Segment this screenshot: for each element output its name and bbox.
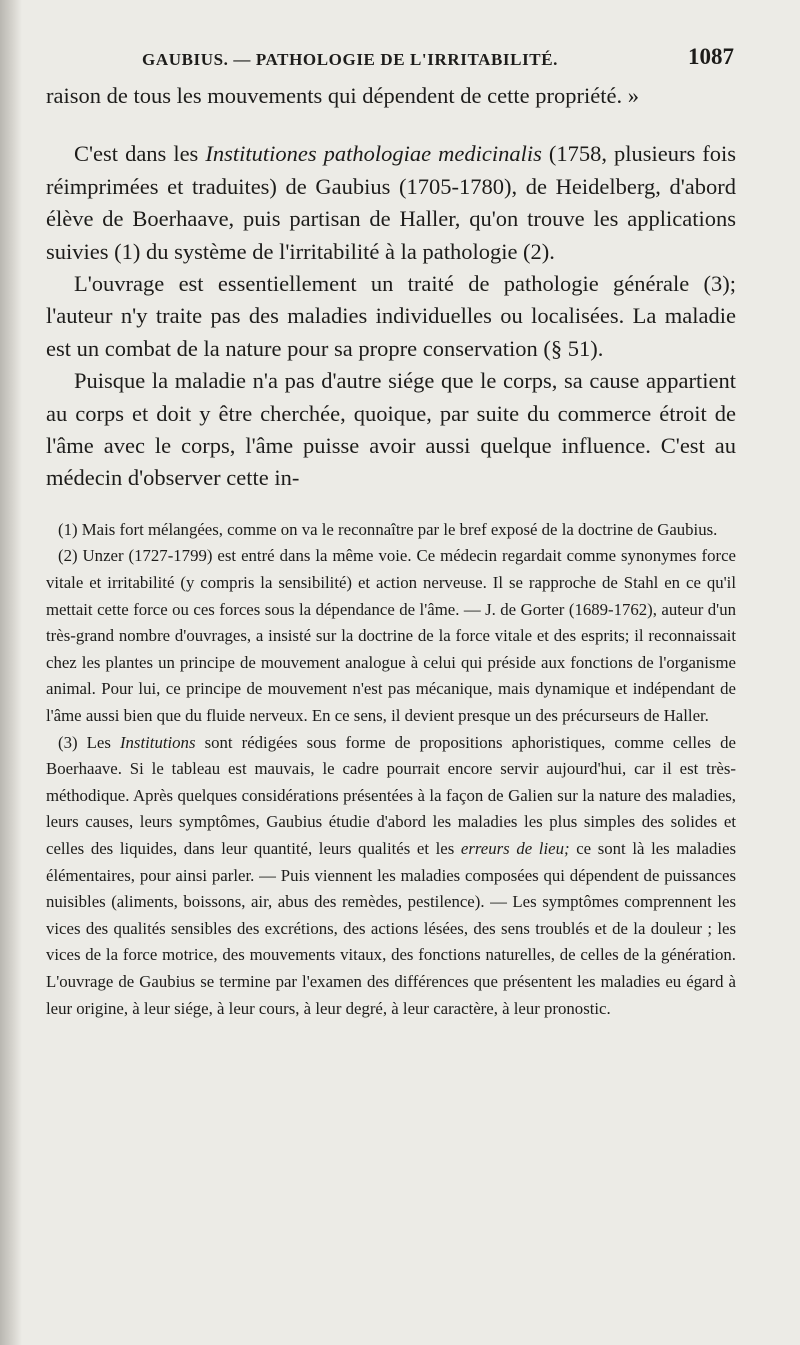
footnotes bbox=[46, 517, 736, 1022]
paragraph-3: L'ouvrage est essentiellement un traité de pathologie générale (3); l'auteur n'y traite pas des maladies individuelles ou localisées. La maladie est un combat de la nature pour sa propre conservation (§ 51). bbox=[46, 271, 736, 361]
footnote-3 bbox=[46, 730, 736, 1023]
paragraph-2 bbox=[46, 138, 736, 268]
footnote-2: (2) Unzer (1727-1799) est entré dans la même voie. Ce médecin regardait comme synonymes force vitale et irritabilité (y compris la sensibilité) et action nerveuse. Il se rapproche de Stahl en ce qu'il mettait cette force ou ces forces sous la dépendance de l'âme. — J. de Gorter (1689-1762), auteur d'un très-grand nombre d'ouvrages, a insisté sur la doctrine de la force vitale et des esprits; il reconnaissait chez les plantes un principe de mouvement analogue à celui qui préside aux fonctions de l'organisme animal. Pour lui, ce principe de mouvement n'est pas mécanique, mais dynamique et indépendant de l'âme aussi bien que du fluide nerveux. En ce sens, il devient presque un des précurseurs de Haller. bbox=[46, 546, 736, 726]
footnote-3-italic-phrase: erreurs de lieu; bbox=[460, 839, 570, 858]
paragraph-2-lead: C'est dans les bbox=[74, 141, 206, 167]
book-page bbox=[46, 40, 736, 1022]
paragraph-4: Puisque la maladie n'a pas d'autre siége que le corps, sa cause appartient au corps et doit y être cherchée, quoique, par suite du commerce étroit de l'âme avec le corps, l'âme puisse avoir aussi quelque influence. C'est au médecin d'observer cette in- bbox=[46, 368, 736, 491]
running-head-title: GAUBIUS. — PATHOLOGIE DE L'IRRITABILITÉ. bbox=[142, 50, 559, 69]
footnote-3-italic-title: Institutions bbox=[119, 732, 196, 752]
page-gutter-shadow bbox=[0, 0, 22, 1345]
work-title-italic: Institutiones pathologiae medicinalis bbox=[205, 141, 542, 167]
footnote-1: (1) Mais fort mélangées, comme on va le reconnaître par le bref exposé de la doctrine de Gaubius. bbox=[58, 519, 718, 539]
paragraph-1: raison de tous les mouvements qui dépendent de cette propriété. » bbox=[46, 83, 639, 108]
body-text bbox=[46, 80, 736, 495]
footnote-3-lead: (3) Les bbox=[58, 732, 120, 752]
footnote-3-rest: ce sont là les maladies élémentaires, pour ainsi parler. — Puis viennent les maladies composées qui dépendent de puissances nuisibles (aliments, boissons, air, abus des remèdes, pestilence). — Les symptômes comprennent les vices des qualités sensibles des excrétions, des actions lésées, des sens troublés et de la douleur ; les vices de la force motrice, des mouvements vitaux, des fonctions naturelles, de celles de la génération. L'ouvrage de Gaubius se termine par l'examen des différences que présentent les maladies eu égard à leur origine, à leur siége, à leur cours, à leur degré, à leur caractère, à leur pronostic. bbox=[46, 839, 736, 1018]
paragraph-2-rest: (1758, plusieurs fois réimprimées et traduites) de Gaubius (1705-1780), de Heidelberg, d'abord élève de Boerhaave, puis partisan de Haller, qu'on trouve les applications suivies (1) du système de l'irritabilité à la pathologie (2). bbox=[46, 141, 736, 264]
running-head bbox=[46, 40, 736, 80]
footnote-3-middle: sont rédigées sous forme de propositions aphoristiques, comme celles de Boerhaave. Si le tableau est mauvais, le cadre pourrait encore servir aujourd'hui, car il est très-méthodique. Après quelques considérations présentées à la façon de Galien sur la nature des maladies, leurs causes, leurs symptômes, Gaubius étudie d'abord les maladies les plus simples des solides et celles des liquides, dans leur quantité, leurs qualités et les bbox=[46, 732, 736, 858]
page-number: 1087 bbox=[688, 44, 734, 69]
